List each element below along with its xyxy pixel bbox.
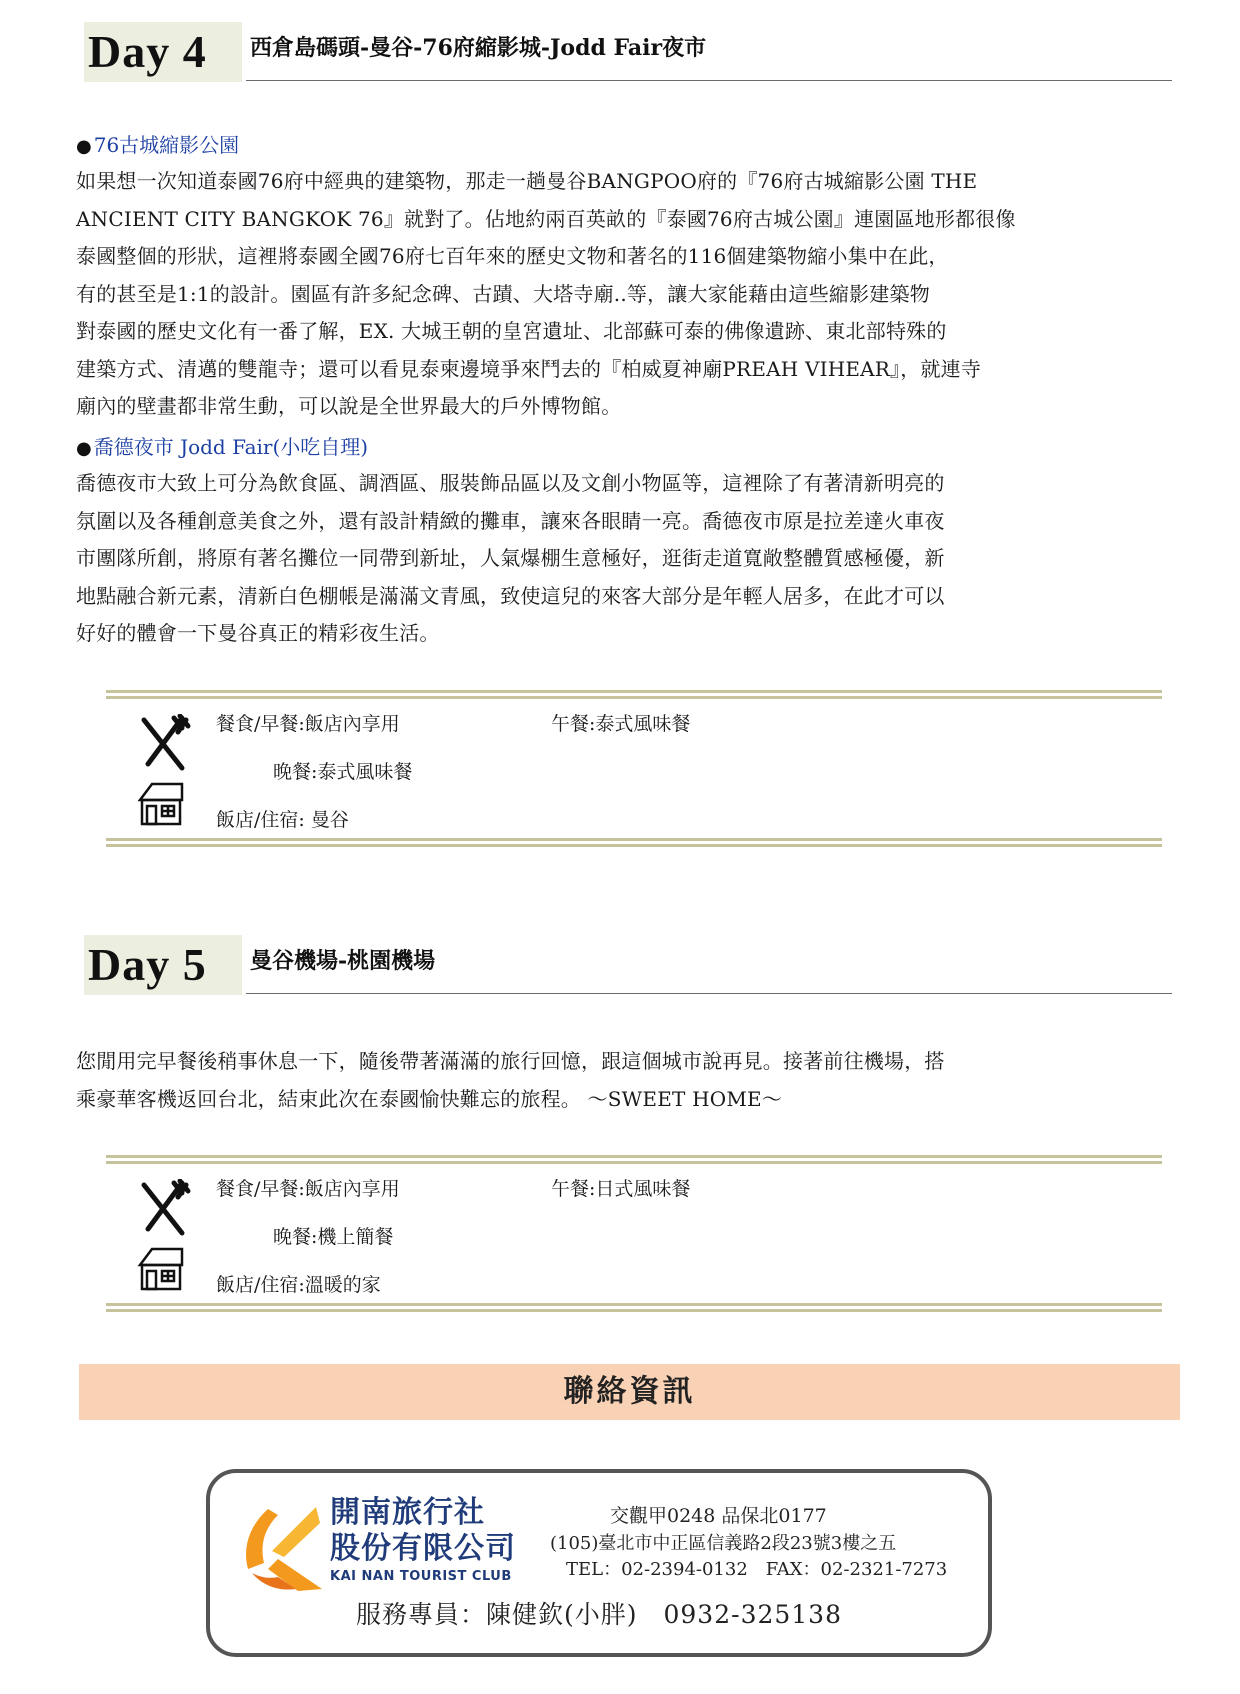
text-line: ANCIENT CITY BANGKOK 76』就對了。佔地約兩百英畝的『泰國76府古城公園』連園區地形都很像 [76,206,1016,231]
breakfast-info: 餐食/早餐:飯店內享用 [216,713,400,735]
company-name-line1: 開南旅行社 [330,1495,485,1530]
text-line: 泰國整個的形狀，這裡將泰國全國76府七百年來的歷史文物和著名的116個建築物縮小集中在此， [76,244,949,268]
utensils-icon [136,1179,192,1239]
text-line: 您閒用完早餐後稍事休息一下，隨後帶著滿滿的旅行回憶，跟這個城市說再見。接著前往機場，搭 [76,1049,945,1073]
ancient-city-description [76,163,1168,426]
day4-divider [246,80,1172,81]
day4-title: 西倉島碼頭-曼谷-76府縮影城-Jodd Fair夜市 [250,35,707,61]
jodd-fair-description [76,465,1168,653]
company-name-line2: 股份有限公司 [330,1531,516,1566]
utensils-icon [136,714,192,774]
company-logo-icon [238,1503,324,1595]
day4-label: Day 4 [88,26,207,77]
dinner-info: 晚餐:機上簡餐 [273,1226,394,1248]
contact-card [206,1469,992,1657]
section-heading-text: 76古城縮影公園 [93,133,240,157]
house-icon [136,780,186,826]
day5-label-box [84,935,242,995]
bullet-icon: ● [76,136,92,157]
section-heading-ancient-city [76,130,239,162]
lunch-info: 午餐:泰式風味餐 [551,713,691,735]
company-english-name: KAI NAN TOURIST CLUB [330,1569,512,1584]
divider [106,1303,1162,1312]
bullet-icon: ● [76,438,92,459]
text-line: 喬德夜市大致上可分為飲食區、調酒區、服裝飾品區以及文創小物區等，這裡除了有著清新明亮的 [76,471,945,495]
divider [106,838,1162,847]
day4-meals-box [106,690,1162,848]
day4-label-box [84,22,242,82]
section-heading-jodd-fair [76,432,368,464]
day5-header [84,935,1172,995]
text-line: 地點融合新元素，清新白色棚帳是滿滿文青風，致使這兒的來客大部分是年輕人居多，在此才可以 [76,583,945,608]
day5-meals-box [106,1155,1162,1313]
hotel-info: 飯店/住宿: 曼谷 [216,809,349,831]
text-line: 如果想一次知道泰國76府中經典的建築物，那走一趟曼谷BANGPOO府的『76府古城縮影公園 THE [76,169,978,193]
dinner-info: 晚餐:泰式風味餐 [273,761,413,783]
hotel-info: 飯店/住宿:溫暖的家 [216,1274,381,1296]
text-line: 乘豪華客機返回台北，結束此次在泰國愉快難忘的旅程。 ～SWEET HOME～ [76,1086,783,1111]
service-staff-info: 服務專員：陳健欽(小胖) 0932-325138 [355,1600,842,1629]
text-line: 對泰國的歷史文化有一番了解，EX. 大城王朝的皇宮遺址、北部蘇可泰的佛像遺跡、東北部特殊的 [76,319,947,343]
day5-label: Day 5 [88,939,207,990]
phone-fax-info: TEL：02-2394-0132 FAX：02-2321-7273 [566,1559,948,1580]
text-line: 廟內的壁畫都非常生動，可以說是全世界最大的戶外博物館。 [76,394,622,418]
section-heading-text: 喬德夜市 Jodd Fair(小吃自理) [93,435,369,459]
breakfast-info: 餐食/早餐:飯店內享用 [216,1178,400,1200]
text-line: 氛圍以及各種創意美食之外，還有設計精緻的攤車，讓來各眼睛一亮。喬德夜市原是拉差達火車夜 [76,508,945,533]
text-line: 好好的體會一下曼谷真正的精彩夜生活。 [76,621,440,645]
day4-header [84,22,1172,82]
divider [106,690,1162,699]
text-line: 市團隊所創，將原有著名攤位一同帶到新址，人氣爆棚生意極好，逛街走道寬敞整體質感極優，新 [76,546,945,570]
text-line: 有的甚至是1:1的設計。園區有許多紀念碑、古蹟、大塔寺廟..等，讓大家能藉由這些縮影建築物 [76,281,930,306]
day5-divider [246,993,1172,994]
divider [106,1155,1162,1164]
contact-title: 聯絡資訊 [563,1374,696,1409]
contact-section-bar [79,1364,1180,1420]
house-icon [136,1245,186,1291]
address-info: (105)臺北市中正區信義路2段23號3樓之五 [550,1533,897,1554]
text-line: 建築方式、清邁的雙龍寺；還可以看見泰柬邊境爭來鬥去的『柏威夏神廟PREAH VIHEAR』，就連寺 [76,356,982,381]
lunch-info: 午餐:日式風味餐 [551,1178,691,1200]
license-info: 交觀甲0248 品保北0177 [610,1505,827,1527]
day5-description [76,1043,1168,1118]
day5-title: 曼谷機場-桃園機場 [250,948,436,974]
